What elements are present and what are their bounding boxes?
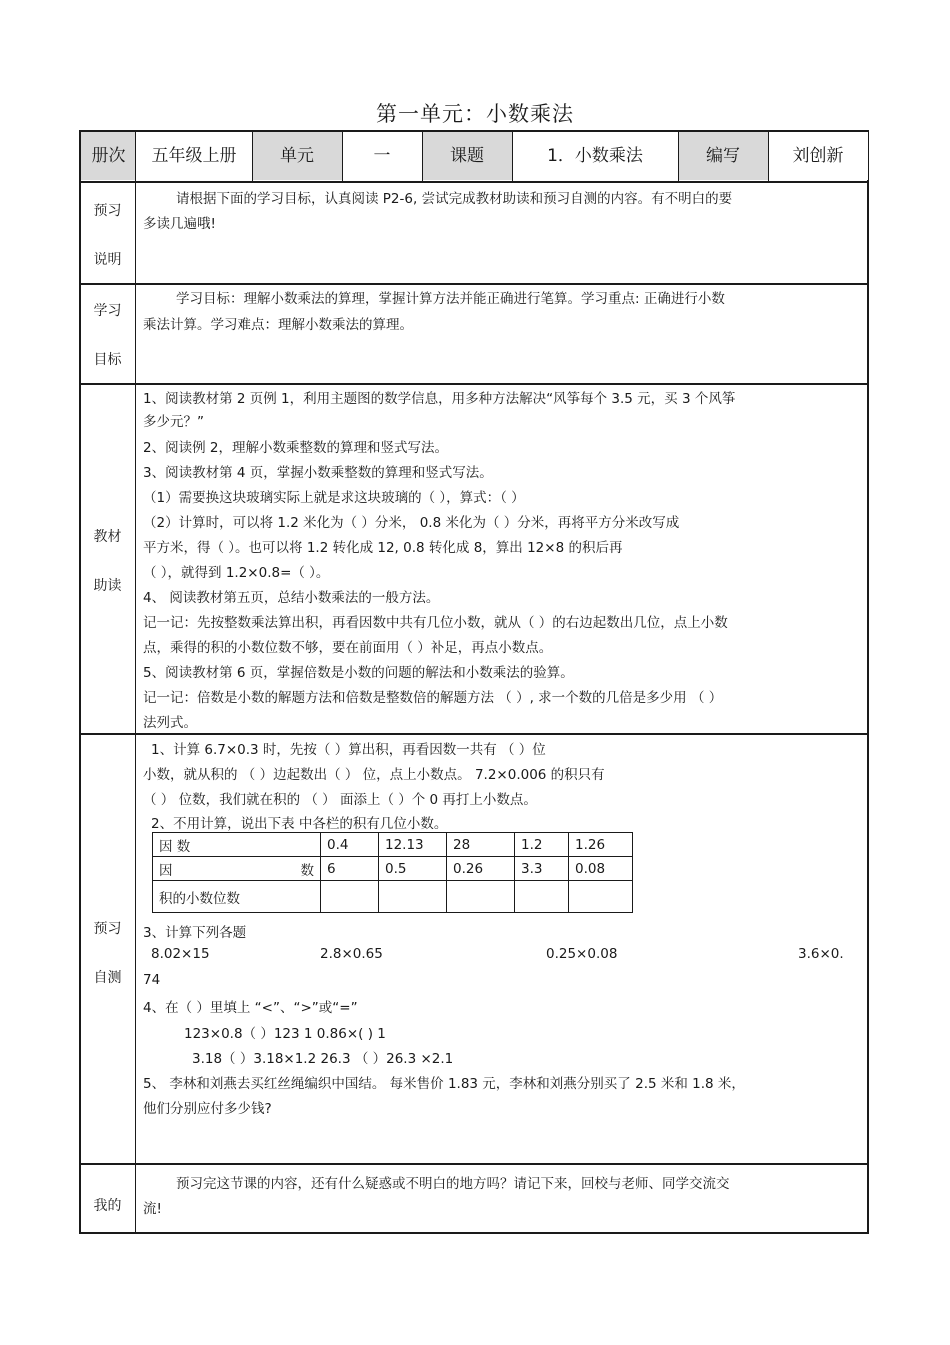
- table-row-label-start: 因: [159, 862, 173, 879]
- selftest-line: 3.18（ ）3.18×1.2 26.3 （ ）26.3 ×2.1: [192, 1051, 454, 1067]
- textbook-line: 记一记：先按整数乘法算出积，再看因数中共有几位小数，就从（ ）的右边起数出几位，点上小数: [143, 615, 728, 631]
- textbook-label-top: 教材: [93, 529, 122, 545]
- table-row: [153, 881, 633, 913]
- mine-line: 预习完这节课的内容，还有什么疑惑或不明白的地方吗？请记下来，回校与老师、同学交流交: [176, 1176, 730, 1192]
- preview-note-line: 请根据下面的学习目标，认真阅读 P2-6, 尝试完成教材助读和预习自测的内容。有不明白的要: [176, 191, 733, 207]
- divider: [79, 283, 869, 285]
- header-topic-label: 课题: [422, 132, 512, 180]
- divider: [79, 181, 869, 183]
- mine-line: 流!: [143, 1201, 162, 1217]
- table-row: [153, 857, 633, 881]
- table-cell: 0.5: [379, 857, 447, 881]
- divider: [79, 383, 869, 385]
- goals-line: 学习目标：理解小数乘法的算理，掌握计算方法并能正确进行笔算。学习重点: 正确进行小数: [176, 291, 725, 307]
- header-topic-value: 1．小数乘法: [512, 132, 678, 180]
- table-cell: 3.3: [515, 857, 569, 881]
- divider: [422, 131, 423, 181]
- textbook-line: 多少元？”: [143, 414, 204, 430]
- divider: [342, 131, 343, 181]
- calc-item: 74: [143, 972, 161, 988]
- table-cell: 1.26: [569, 833, 633, 857]
- calc-item: 2.8×0.65: [320, 946, 383, 962]
- selftest-label-top: 预习: [93, 921, 122, 937]
- table-row: [153, 833, 633, 857]
- selftest-line: 1、计算 6.7×0.3 时，先按（ ）算出积，再看因数一共有 （ ）位: [151, 742, 546, 758]
- table-cell: 6: [321, 857, 379, 881]
- table-cell-blank[interactable]: [447, 881, 515, 913]
- calc-item: 8.02×15: [151, 946, 210, 962]
- table-row-label-end: 数: [300, 862, 314, 879]
- page-title: 第一单元：小数乘法: [376, 102, 574, 126]
- selftest-line: （ ） 位数，我们就在积的 （ ） 面添上（ ）个 0 再打上小数点。: [143, 792, 537, 808]
- textbook-line: 平方米，得（ ）。也可以将 1.2 转化成 12, 0.8 转化成 8，算出 12×8 的积后再: [143, 540, 623, 556]
- table-cell: 0.26: [447, 857, 515, 881]
- selftest-line: 2、不用计算，说出下表 中各栏的积有几位小数。: [151, 816, 448, 832]
- label-column-divider: [135, 131, 136, 1233]
- selftest-line: 3、计算下列各题: [143, 925, 247, 941]
- divider: [79, 733, 869, 735]
- selftest-line: 123×0.8（ ）123 1 0.86×( ) 1: [184, 1026, 386, 1042]
- textbook-label-bottom: 助读: [93, 578, 122, 594]
- header-author-label: 编写: [678, 132, 768, 180]
- textbook-line: （2）计算时，可以将 1.2 米化为（ ）分米， 0.8 米化为（ ）分米，再将平方分米改写成: [143, 515, 680, 531]
- calc-item: 3.6×0.: [798, 946, 844, 962]
- header-unit-value: 一: [342, 132, 422, 180]
- goals-label-bottom: 目标: [93, 352, 122, 368]
- textbook-line: 2、阅读例 2，理解小数乘整数的算理和竖式写法。: [143, 440, 448, 456]
- factor-table: [152, 832, 633, 913]
- header-volume-value: 五年级上册: [136, 132, 252, 180]
- table-cell-blank[interactable]: [321, 881, 379, 913]
- selftest-label-bottom: 自测: [93, 970, 122, 986]
- preview-note-label-bottom: 说明: [93, 252, 122, 268]
- preview-note-label-top: 预习: [93, 203, 122, 219]
- table-cell-blank[interactable]: [569, 881, 633, 913]
- textbook-line: 5、阅读教材第 6 页，掌握倍数是小数的问题的解法和小数乘法的验算。: [143, 665, 574, 681]
- header-volume-label: 册次: [81, 132, 136, 180]
- divider: [768, 131, 769, 181]
- table-cell: 0.08: [569, 857, 633, 881]
- divider: [252, 131, 253, 181]
- textbook-line: （1）需要换这块玻璃实际上就是求这块玻璃的（ ），算式：（ ）: [143, 490, 525, 506]
- table-row-label: [153, 857, 321, 881]
- goals-line: 乘法计算。学习难点：理解小数乘法的算理。: [143, 317, 413, 333]
- textbook-line: 法列式。: [143, 715, 197, 731]
- textbook-line: 3、阅读教材第 4 页，掌握小数乘整数的算理和竖式写法。: [143, 465, 493, 481]
- table-cell-blank[interactable]: [515, 881, 569, 913]
- table-row-label: 因 数: [153, 833, 321, 857]
- table-row-label: 积的小数位数: [153, 881, 321, 913]
- table-cell-blank[interactable]: [379, 881, 447, 913]
- selftest-line: 5、 李林和刘燕去买红丝绳编织中国结。 每米售价 1.83 元，李林和刘燕分别买了 2.5 米和 1.8 米，: [143, 1076, 745, 1092]
- table-cell: 1.2: [515, 833, 569, 857]
- table-cell: 12.13: [379, 833, 447, 857]
- selftest-line: 4、在（ ）里填上 “<”、“>”或“=”: [143, 1000, 358, 1016]
- header-author-value: 刘创新: [768, 132, 868, 180]
- textbook-line: 点，乘得的积的小数位数不够，要在前面用（ ）补足，再点小数点。: [143, 640, 553, 656]
- header-unit-label: 单元: [252, 132, 342, 180]
- calc-item: 0.25×0.08: [546, 946, 618, 962]
- divider: [79, 1163, 869, 1165]
- selftest-line: 他们分别应付多少钱?: [143, 1101, 272, 1117]
- preview-note-line: 多读几遍哦!: [143, 216, 216, 232]
- table-cell: 0.4: [321, 833, 379, 857]
- table-cell: 28: [447, 833, 515, 857]
- textbook-line: 记一记：倍数是小数的解题方法和倍数是整数倍的解题方法 （ ）, 求一个数的几倍是多少用 （ ）: [143, 690, 723, 706]
- goals-label-top: 学习: [93, 303, 122, 319]
- divider: [678, 131, 679, 181]
- textbook-line: 1、阅读教材第 2 页例 1，利用主题图的数学信息，用多种方法解决“风筝每个 3.5 元，买 3 个风筝: [143, 391, 736, 407]
- textbook-line: （ ），就得到 1.2×0.8=（ ）。: [143, 565, 330, 581]
- textbook-line: 4、 阅读教材第五页，总结小数乘法的一般方法。: [143, 590, 440, 606]
- selftest-line: 小数，就从积的 （ ）边起数出（ ） 位，点上小数点。 7.2×0.006 的积只有: [143, 767, 605, 783]
- mine-label: 我的: [93, 1198, 122, 1214]
- divider: [512, 131, 513, 181]
